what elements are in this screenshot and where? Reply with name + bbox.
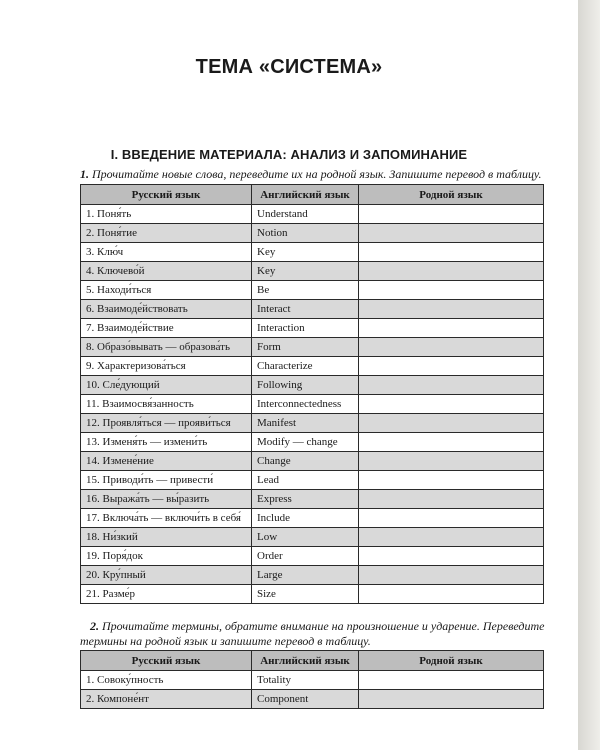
table-row xyxy=(81,300,544,319)
page-edge xyxy=(578,0,600,750)
cell-english: Change xyxy=(252,452,359,471)
table-row xyxy=(81,566,544,585)
table-header-row xyxy=(81,185,544,205)
cell-russian: 2. Поня́тие xyxy=(81,224,252,243)
table-row xyxy=(81,243,544,262)
cell-russian: 8. Образо́вывать — образова́ть xyxy=(81,338,252,357)
cell-russian: 13. Изменя́ть — измени́ть xyxy=(81,433,252,452)
table-row xyxy=(81,433,544,452)
table-row xyxy=(81,376,544,395)
table-row xyxy=(81,690,544,709)
cell-russian: 12. Проявля́ться — прояви́ться xyxy=(81,414,252,433)
cell-english: Interact xyxy=(252,300,359,319)
header-native: Родной язык xyxy=(359,185,544,205)
cell-russian: 17. Включа́ть — включи́ть в себя́ xyxy=(81,509,252,528)
cell-english: Manifest xyxy=(252,414,359,433)
cell-native[interactable] xyxy=(359,243,544,262)
cell-russian: 5. Находи́ться xyxy=(81,281,252,300)
table-row xyxy=(81,452,544,471)
cell-native[interactable] xyxy=(359,281,544,300)
cell-english: Interaction xyxy=(252,319,359,338)
cell-russian: 1. Поня́ть xyxy=(81,205,252,224)
cell-english: Form xyxy=(252,338,359,357)
cell-english: Key xyxy=(252,262,359,281)
cell-native[interactable] xyxy=(359,224,544,243)
cell-english: Be xyxy=(252,281,359,300)
table-row xyxy=(81,281,544,300)
exercise-2-text: Прочитайте термины, обратите внимание на произношение и ударение. Переведите термины на родной язык и запишите перевод в таблицу. xyxy=(80,619,545,648)
vocabulary-table-1 xyxy=(80,184,544,604)
cell-native[interactable] xyxy=(359,671,544,690)
cell-russian: 4. Ключево́й xyxy=(81,262,252,281)
cell-russian: 15. Приводи́ть — привести́ xyxy=(81,471,252,490)
cell-english: Modify — change xyxy=(252,433,359,452)
cell-native[interactable] xyxy=(359,433,544,452)
table-row xyxy=(81,585,544,604)
cell-russian: 14. Измене́ние xyxy=(81,452,252,471)
cell-english: Understand xyxy=(252,205,359,224)
header-english: Английский язык xyxy=(252,185,359,205)
cell-native[interactable] xyxy=(359,338,544,357)
cell-russian: 10. Сле́дующий xyxy=(81,376,252,395)
exercise-2-instruction xyxy=(80,619,550,649)
table-row xyxy=(81,509,544,528)
exercise-1-text: Прочитайте новые слова, переведите их на родной язык. Запишите перевод в таблицу. xyxy=(92,167,542,181)
cell-native[interactable] xyxy=(359,414,544,433)
table-row xyxy=(81,319,544,338)
exercise-1-number: 1. xyxy=(80,167,89,181)
header-russian: Русский язык xyxy=(81,185,252,205)
cell-native[interactable] xyxy=(359,357,544,376)
cell-russian: 11. Взаимосвя́занность xyxy=(81,395,252,414)
cell-russian: 16. Выража́ть — вы́разить xyxy=(81,490,252,509)
table-row xyxy=(81,338,544,357)
cell-native[interactable] xyxy=(359,528,544,547)
cell-native[interactable] xyxy=(359,585,544,604)
cell-russian: 21. Разме́р xyxy=(81,585,252,604)
cell-english: Notion xyxy=(252,224,359,243)
cell-english: Express xyxy=(252,490,359,509)
cell-native[interactable] xyxy=(359,205,544,224)
header-native: Родной язык xyxy=(359,651,544,671)
cell-native[interactable] xyxy=(359,490,544,509)
cell-english: Interconnectedness xyxy=(252,395,359,414)
cell-native[interactable] xyxy=(359,471,544,490)
cell-english: Key xyxy=(252,243,359,262)
cell-english: Low xyxy=(252,528,359,547)
cell-native[interactable] xyxy=(359,547,544,566)
table-row xyxy=(81,547,544,566)
cell-english: Following xyxy=(252,376,359,395)
cell-english: Order xyxy=(252,547,359,566)
vocabulary-table-2 xyxy=(80,650,544,709)
cell-native[interactable] xyxy=(359,319,544,338)
cell-english: Characterize xyxy=(252,357,359,376)
table-row xyxy=(81,528,544,547)
table-row xyxy=(81,395,544,414)
cell-native[interactable] xyxy=(359,376,544,395)
cell-russian: 20. Кру́пный xyxy=(81,566,252,585)
exercise-1-instruction xyxy=(80,167,550,181)
header-english: Английский язык xyxy=(252,651,359,671)
exercise-2-number: 2. xyxy=(90,619,99,633)
cell-russian: 2. Компоне́нт xyxy=(81,690,252,709)
table-row xyxy=(81,471,544,490)
table-row xyxy=(81,262,544,281)
cell-english: Size xyxy=(252,585,359,604)
table-row xyxy=(81,205,544,224)
table-header-row xyxy=(81,651,544,671)
cell-russian: 19. Поря́док xyxy=(81,547,252,566)
cell-english: Include xyxy=(252,509,359,528)
table-row xyxy=(81,671,544,690)
cell-english: Component xyxy=(252,690,359,709)
table-row xyxy=(81,224,544,243)
page-title: ТЕМА «СИСТЕМА» xyxy=(195,56,383,78)
cell-english: Large xyxy=(252,566,359,585)
cell-russian: 7. Взаимоде́йствие xyxy=(81,319,252,338)
cell-russian: 18. Ни́зкий xyxy=(81,528,252,547)
cell-english: Lead xyxy=(252,471,359,490)
cell-russian: 6. Взаимоде́йствовать xyxy=(81,300,252,319)
table-row xyxy=(81,357,544,376)
cell-native[interactable] xyxy=(359,452,544,471)
cell-native[interactable] xyxy=(359,395,544,414)
section-heading: I. ВВЕДЕНИЕ МАТЕРИАЛА: АНАЛИЗ И ЗАПОМИНАНИЕ xyxy=(110,147,468,162)
cell-native[interactable] xyxy=(359,262,544,281)
cell-native[interactable] xyxy=(359,300,544,319)
cell-native[interactable] xyxy=(359,509,544,528)
cell-russian: 1. Совоку́пность xyxy=(81,671,252,690)
cell-native[interactable] xyxy=(359,566,544,585)
cell-native[interactable] xyxy=(359,690,544,709)
table-row xyxy=(81,414,544,433)
cell-english: Totality xyxy=(252,671,359,690)
table-row xyxy=(81,490,544,509)
cell-russian: 3. Клю́ч xyxy=(81,243,252,262)
header-russian: Русский язык xyxy=(81,651,252,671)
cell-russian: 9. Характеризова́ться xyxy=(81,357,252,376)
